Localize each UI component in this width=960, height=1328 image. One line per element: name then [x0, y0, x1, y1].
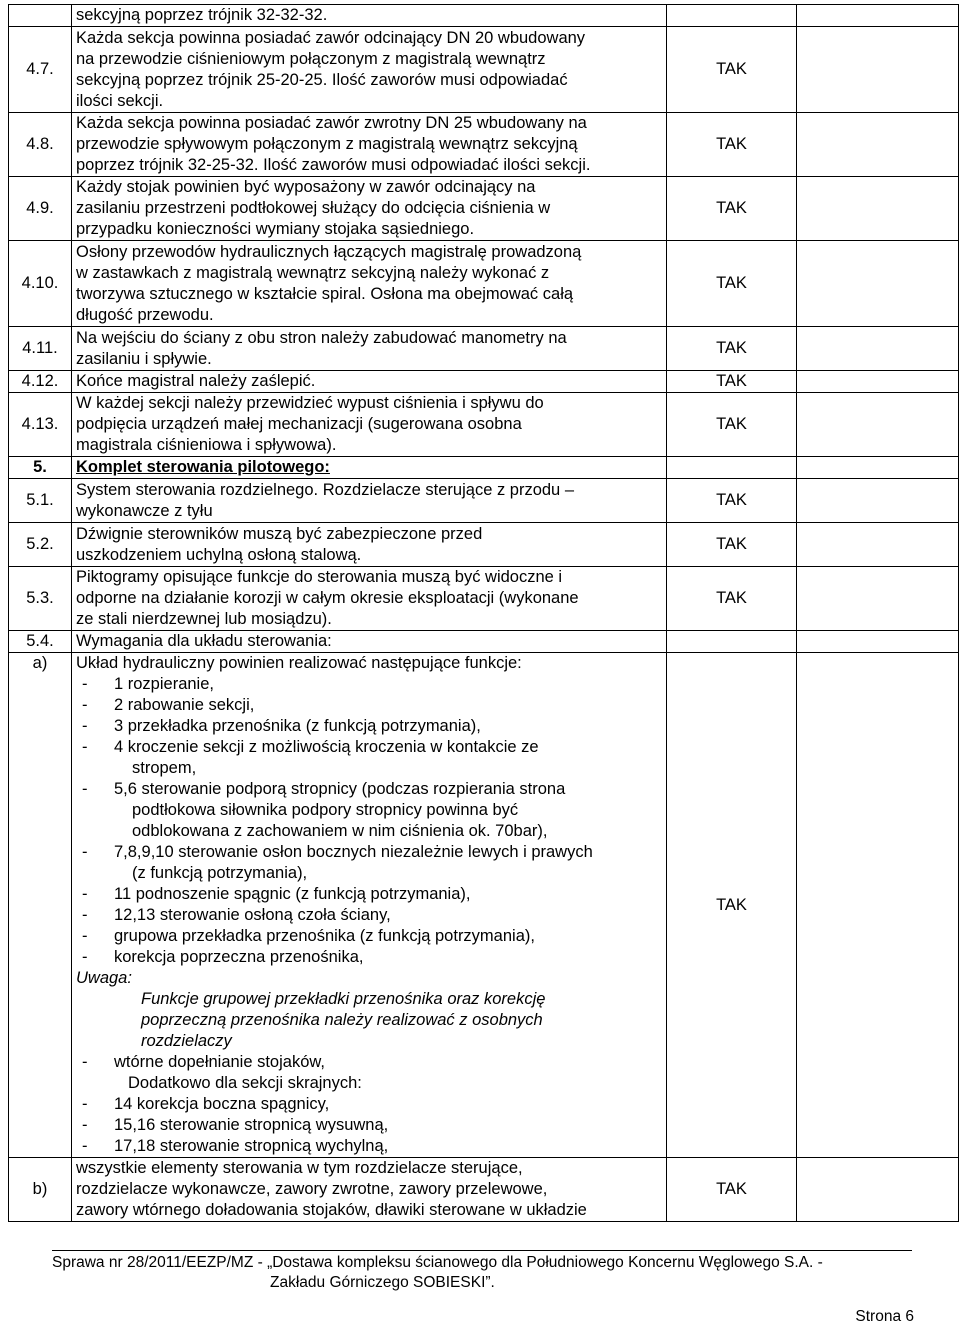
item-number: b) [9, 1158, 72, 1222]
item-description [72, 241, 667, 327]
empty-cell [797, 241, 959, 327]
item-value [667, 631, 797, 653]
description-line: ilości sekcji. [76, 91, 164, 110]
section-title [72, 457, 667, 479]
list-item-line: - wtórne dopełnianie stojaków, [114, 1053, 325, 1071]
empty-cell [797, 479, 959, 523]
item-number: 5.1. [9, 479, 72, 523]
item-number: 5.3. [9, 567, 72, 631]
table-row [9, 631, 959, 653]
list-item [76, 1115, 662, 1136]
description-line: uszkodzeniem uchylną osłoną stalową. [76, 545, 362, 564]
extra-label: Dodatkowo dla sekcji skrajnych: [128, 1074, 362, 1092]
list-item-line: - 17,18 sterowanie stropnicą wychylną, [114, 1137, 389, 1155]
list-item [76, 842, 662, 884]
description-line: poprzez trójnik 32-25-32. Ilość zaworów musi odpowiadać ilości sekcji. [76, 156, 591, 174]
item-value: TAK [667, 241, 797, 327]
empty-cell [797, 113, 959, 177]
item-number: 5.2. [9, 523, 72, 567]
item-value: TAK [667, 1158, 797, 1222]
description-line: rozdzielacze wykonawcze, zawory zwrotne, zawory przelewowe, [76, 1180, 548, 1198]
list-item-line: - 5,6 sterowanie podporą stropnicy (podczas rozpierania strona [114, 780, 566, 798]
item-number: 4.12. [9, 371, 72, 393]
table-row [9, 327, 959, 371]
list-item [76, 884, 662, 905]
description-line: Każdy stojak powinien być wyposażony w zawór odcinający na [76, 178, 536, 196]
table-row [9, 5, 959, 27]
item-value: TAK [667, 371, 797, 393]
table-row [9, 241, 959, 327]
list-item-line: - 12,13 sterowanie osłoną czoła ściany, [114, 906, 391, 924]
item-value: TAK [667, 479, 797, 523]
item-description [72, 327, 667, 371]
description-line: zasilaniu przestrzeni podtłokowej służący do odcięcia ciśnienia w [76, 199, 551, 217]
page-footer [52, 1250, 912, 1293]
note-label: Uwaga: [76, 969, 132, 987]
list-item-line: - 15,16 sterowanie stropnicą wysuwną, [114, 1116, 389, 1134]
item-number: 4.13. [9, 393, 72, 457]
item-description [72, 27, 667, 113]
description-line: Osłony przewodów hydraulicznych łączących magistralę prowadzoną [76, 242, 582, 261]
description-line: Końce magistral należy zaślepić. [76, 372, 316, 390]
description-line: podpięcia urządzeń małej mechanizacji (sugerowana osobna [76, 415, 522, 433]
note-line: poprzeczną przenośnika należy realizować z osobnych [141, 1011, 543, 1029]
table-row [9, 567, 959, 631]
item-description [72, 1158, 667, 1222]
item-description [72, 393, 667, 457]
item-value: TAK [667, 177, 797, 241]
item-value: TAK [667, 27, 797, 113]
item-number: 5.4. [9, 631, 72, 653]
description-line: sekcyjną poprzez trójnik 32-32-32. [76, 6, 328, 24]
description-line: na przewodzie ciśnieniowym połączonym z magistralą wewnątrz [76, 49, 546, 68]
list-item [76, 1136, 662, 1157]
item-value: TAK [667, 113, 797, 177]
description-line: zawory wtórnego doładowania stojaków, dławiki sterowane w układzie [76, 1201, 587, 1219]
list-item [76, 779, 662, 842]
description-line: przypadku konieczności wymiany stojaka sąsiedniego. [76, 220, 475, 238]
table-row [9, 523, 959, 567]
description-line: Na wejściu do ściany z obu stron należy zabudować manometry na [76, 328, 567, 347]
item-number: a) [9, 653, 72, 1158]
empty-cell [797, 177, 959, 241]
list-item-line: - 7,8,9,10 sterowanie osłon bocznych niezależnie lewych i prawych [114, 843, 593, 861]
item-description [72, 113, 667, 177]
list-item [76, 716, 662, 737]
table-row [9, 177, 959, 241]
empty-cell [797, 393, 959, 457]
item-description [72, 653, 667, 1158]
item-number: 4.9. [9, 177, 72, 241]
empty-cell [797, 457, 959, 479]
list-item [76, 1094, 662, 1115]
empty-cell [797, 27, 959, 113]
footer-line-2: Zakładu Górniczego SOBIESKI”. [270, 1274, 495, 1291]
item-number: 4.7. [9, 27, 72, 113]
item-value [667, 457, 797, 479]
table-row [9, 393, 959, 457]
section-title-text: Komplet sterowania pilotowego: [76, 458, 330, 476]
list-item [76, 926, 662, 947]
item-number [9, 5, 72, 27]
page-number: Strona 6 [855, 1308, 914, 1325]
empty-cell [797, 5, 959, 27]
list-item-line: - korekcja poprzeczna przenośnika, [114, 948, 364, 966]
empty-cell [797, 567, 959, 631]
item-value: TAK [667, 327, 797, 371]
specification-table [8, 4, 959, 1222]
item-description [72, 631, 667, 653]
table-row [9, 371, 959, 393]
description-line: przewodzie spływowym połączonym z magistralą wewnątrz sekcyjną [76, 135, 578, 153]
list-item [76, 674, 662, 695]
section-number: 5. [9, 457, 72, 479]
empty-cell [797, 371, 959, 393]
description-line: wszystkie elementy sterowania w tym rozdzielacze sterujące, [76, 1159, 523, 1177]
description-line: W każdej sekcji należy przewidzieć wypust ciśnienia i spływu do [76, 394, 544, 412]
description-line: Wymagania dla układu sterowania: [76, 632, 332, 650]
note-line: rozdzielaczy [141, 1032, 232, 1050]
empty-cell [797, 653, 959, 1158]
list-item-line: odblokowana z zachowaniem w nim ciśnienia ok. 70bar), [132, 822, 548, 840]
item-value: TAK [667, 393, 797, 457]
description-line: Każda sekcja powinna posiadać zawór zwrotny DN 25 wbudowany na [76, 114, 587, 132]
item-number: 4.10. [9, 241, 72, 327]
list-item-line: - grupowa przekładka przenośnika (z funkcją potrzymania), [114, 927, 535, 945]
description-line: Piktogramy opisujące funkcje do sterowania muszą być widoczne i [76, 568, 563, 586]
list-item [76, 947, 662, 968]
item-value [667, 5, 797, 27]
description-line: Każda sekcja powinna posiadać zawór odcinający DN 20 wbudowany [76, 28, 586, 47]
description-line: sekcyjną poprzez trójnik 25-20-25. Ilość zaworów musi odpowiadać [76, 70, 568, 89]
empty-cell [797, 631, 959, 653]
description-line: zasilaniu i spływie. [76, 349, 212, 368]
list-item-line: stropem, [132, 759, 197, 777]
description-line: System sterowania rozdzielnego. Rozdzielacze sterujące z przodu – [76, 480, 574, 499]
item-description [72, 523, 667, 567]
list-item-line: - 1 rozpieranie, [114, 675, 214, 693]
table-row [9, 653, 959, 1158]
table-row [9, 479, 959, 523]
list-item-line: - 3 przekładka przenośnika (z funkcją potrzymania), [114, 717, 481, 735]
list-item [76, 1052, 662, 1073]
item-description [72, 371, 667, 393]
list-item-line: - 4 kroczenie sekcji z możliwością kroczenia w kontakcie ze [114, 738, 539, 756]
item-description [72, 5, 667, 27]
item-value: TAK [667, 567, 797, 631]
list-item-line: - 14 korekcja boczna spągnicy, [114, 1095, 330, 1113]
empty-cell [797, 327, 959, 371]
item-number: 4.8. [9, 113, 72, 177]
empty-cell [797, 1158, 959, 1222]
section-header-row [9, 457, 959, 479]
description-line: Dźwignie sterowników muszą być zabezpieczone przed [76, 524, 483, 543]
list-item-line: - 2 rabowanie sekcji, [114, 696, 255, 714]
description-line: wykonawcze z tyłu [76, 501, 213, 520]
list-item-line: podtłokowa siłownika podpory stropnicy powinna być [132, 801, 519, 819]
list-item-line: - 11 podnoszenie spągnic (z funkcją potrzymania), [114, 885, 471, 903]
list-item-line: (z funkcją potrzymania), [132, 864, 308, 882]
description-line: Układ hydrauliczny powinien realizować następujące funkcje: [76, 654, 522, 672]
item-value: TAK [667, 523, 797, 567]
note-line: Funkcje grupowej przekładki przenośnika oraz korekcję [141, 990, 546, 1008]
table-row [9, 1158, 959, 1222]
description-line: odporne na działanie korozji w całym okresie eksploatacji (wykonane [76, 589, 579, 607]
empty-cell [797, 523, 959, 567]
description-line: tworzywa sztucznego w kształcie spiral. Osłona ma obejmować całą [76, 284, 574, 303]
list-item [76, 905, 662, 926]
item-description [72, 567, 667, 631]
description-line: ze stali nierdzewnej lub mosiądzu). [76, 610, 332, 628]
item-value: TAK [667, 653, 797, 1158]
table-row [9, 27, 959, 113]
description-line: długość przewodu. [76, 305, 214, 324]
item-description [72, 479, 667, 523]
description-line: magistrala ciśnieniowa i spływowa). [76, 436, 337, 454]
item-description [72, 177, 667, 241]
description-line: w zastawkach z magistralą wewnątrz sekcyjną należy wykonać z [76, 263, 550, 282]
list-item [76, 695, 662, 716]
table-row [9, 113, 959, 177]
footer-line-1: Sprawa nr 28/2011/EEZP/MZ - „Dostawa kompleksu ścianowego dla Południowego Koncernu Węglowego S.A. - [52, 1254, 823, 1271]
item-number: 4.11. [9, 327, 72, 371]
list-item [76, 737, 662, 779]
